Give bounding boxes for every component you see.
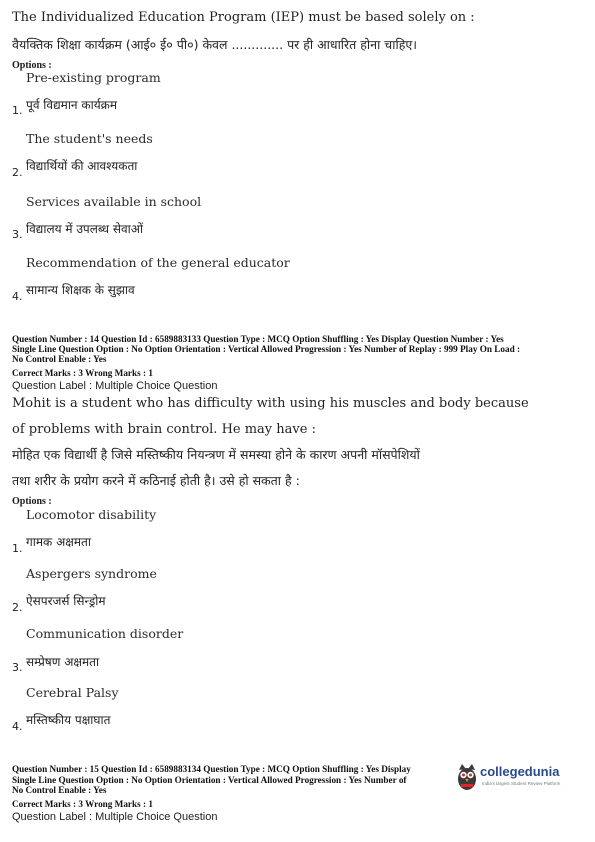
q14-option-3-en: Communication disorder [26, 626, 184, 641]
q14-option-2-hi: ऐसपरजर्स सिन्ड्रोम [26, 594, 106, 608]
q14-option-3-hi: सम्प्रेषण अक्षमता [26, 655, 100, 669]
watermark-brand-name: collegedunia [480, 764, 560, 779]
q14-option-2-en: Aspergers syndrome [26, 566, 157, 581]
q14-marks: Correct Marks : 3 Wrong Marks : 1 [12, 368, 153, 378]
q14-question-label: Question Label : Multiple Choice Question [12, 380, 218, 392]
q15-meta-line-2: Single Line Question Option : No Option Orientation : Vertical Allowed Progression : Yes Number of [12, 775, 407, 785]
q14-option-1-en: Locomotor disability [26, 507, 157, 522]
q14-text-en-line-1: Mohit is a student who has difficulty with using his muscles and body because [12, 396, 529, 411]
q15-question-label: Question Label : Multiple Choice Question [12, 811, 218, 823]
q13-text-en: The Individualized Education Program (IEP) must be based solely on : [12, 10, 475, 25]
q13-option-1-num: 1. [12, 104, 23, 117]
q14-options-label: Options : [12, 496, 52, 507]
q13-option-1-hi: पूर्व विद्यमान कार्यक्रम [26, 98, 118, 112]
q14-option-4-en: Cerebral Palsy [26, 685, 119, 700]
q14-meta-line-2: Single Line Question Option : No Option Orientation : Vertical Allowed Progression : Yes Number of Replay : 999 Play On Load : [12, 344, 521, 354]
q13-option-4-en: Recommendation of the general educator [26, 255, 290, 270]
q13-option-1-en: Pre-existing program [26, 70, 161, 85]
q14-meta-line-1: Question Number : 14 Question Id : 6589883133 Question Type : MCQ Option Shuffling : Yes Display Question Number : Yes [12, 334, 504, 344]
owl-mascot-icon [456, 762, 478, 792]
q13-option-3-hi: विद्यालय में उपलब्ध सेवाओं [26, 222, 143, 236]
q14-option-4-hi: मस्तिष्कीय पक्षाघात [26, 713, 111, 727]
q15-marks: Correct Marks : 3 Wrong Marks : 1 [12, 799, 153, 809]
q13-option-2-en: The student's needs [26, 131, 153, 146]
q14-text-hi-line-1: मोहित एक विद्यार्थी है जिसे मस्तिष्कीय नियन्त्रण में समस्या होने के कारण अपनी मॉसपेशियों [12, 447, 420, 462]
q14-option-2-num: 2. [12, 601, 23, 614]
q14-option-1-num: 1. [12, 542, 23, 555]
q15-meta-line-1: Question Number : 15 Question Id : 6589883134 Question Type : MCQ Option Shuffling : Yes Display [12, 764, 411, 774]
q15-meta-line-3: No Control Enable : Yes [12, 785, 107, 795]
q14-option-1-hi: गामक अक्षमता [26, 535, 91, 549]
q13-option-3-en: Services available in school [26, 194, 202, 209]
q13-option-4-num: 4. [12, 290, 23, 303]
watermark-tagline: India's largest Student Review Platform [482, 781, 561, 786]
q14-option-4-num: 4. [12, 720, 23, 733]
q14-meta-line-3: No Control Enable : Yes [12, 354, 107, 364]
q13-text-hi: वैयक्तिक शिक्षा कार्यक्रम (आई० ई० पी०) केवल ............. पर ही आधारित होना चाहिए। [12, 37, 417, 52]
q14-text-hi-line-2: तथा शरीर के प्रयोग करने में कठिनाई होती है। उसे हो सकता है : [12, 473, 300, 488]
q14-text-en-line-2: of problems with brain control. He may have : [12, 422, 316, 437]
q13-option-3-num: 3. [12, 228, 23, 241]
q13-options-label: Options : [12, 60, 52, 71]
q14-option-3-num: 3. [12, 661, 23, 674]
collegedunia-watermark [456, 760, 580, 796]
q13-option-2-hi: विद्यार्थियों की आवश्यकता [26, 159, 138, 173]
q13-option-2-num: 2. [12, 166, 23, 179]
q13-option-4-hi: सामान्य शिक्षक के सुझाव [26, 283, 135, 297]
